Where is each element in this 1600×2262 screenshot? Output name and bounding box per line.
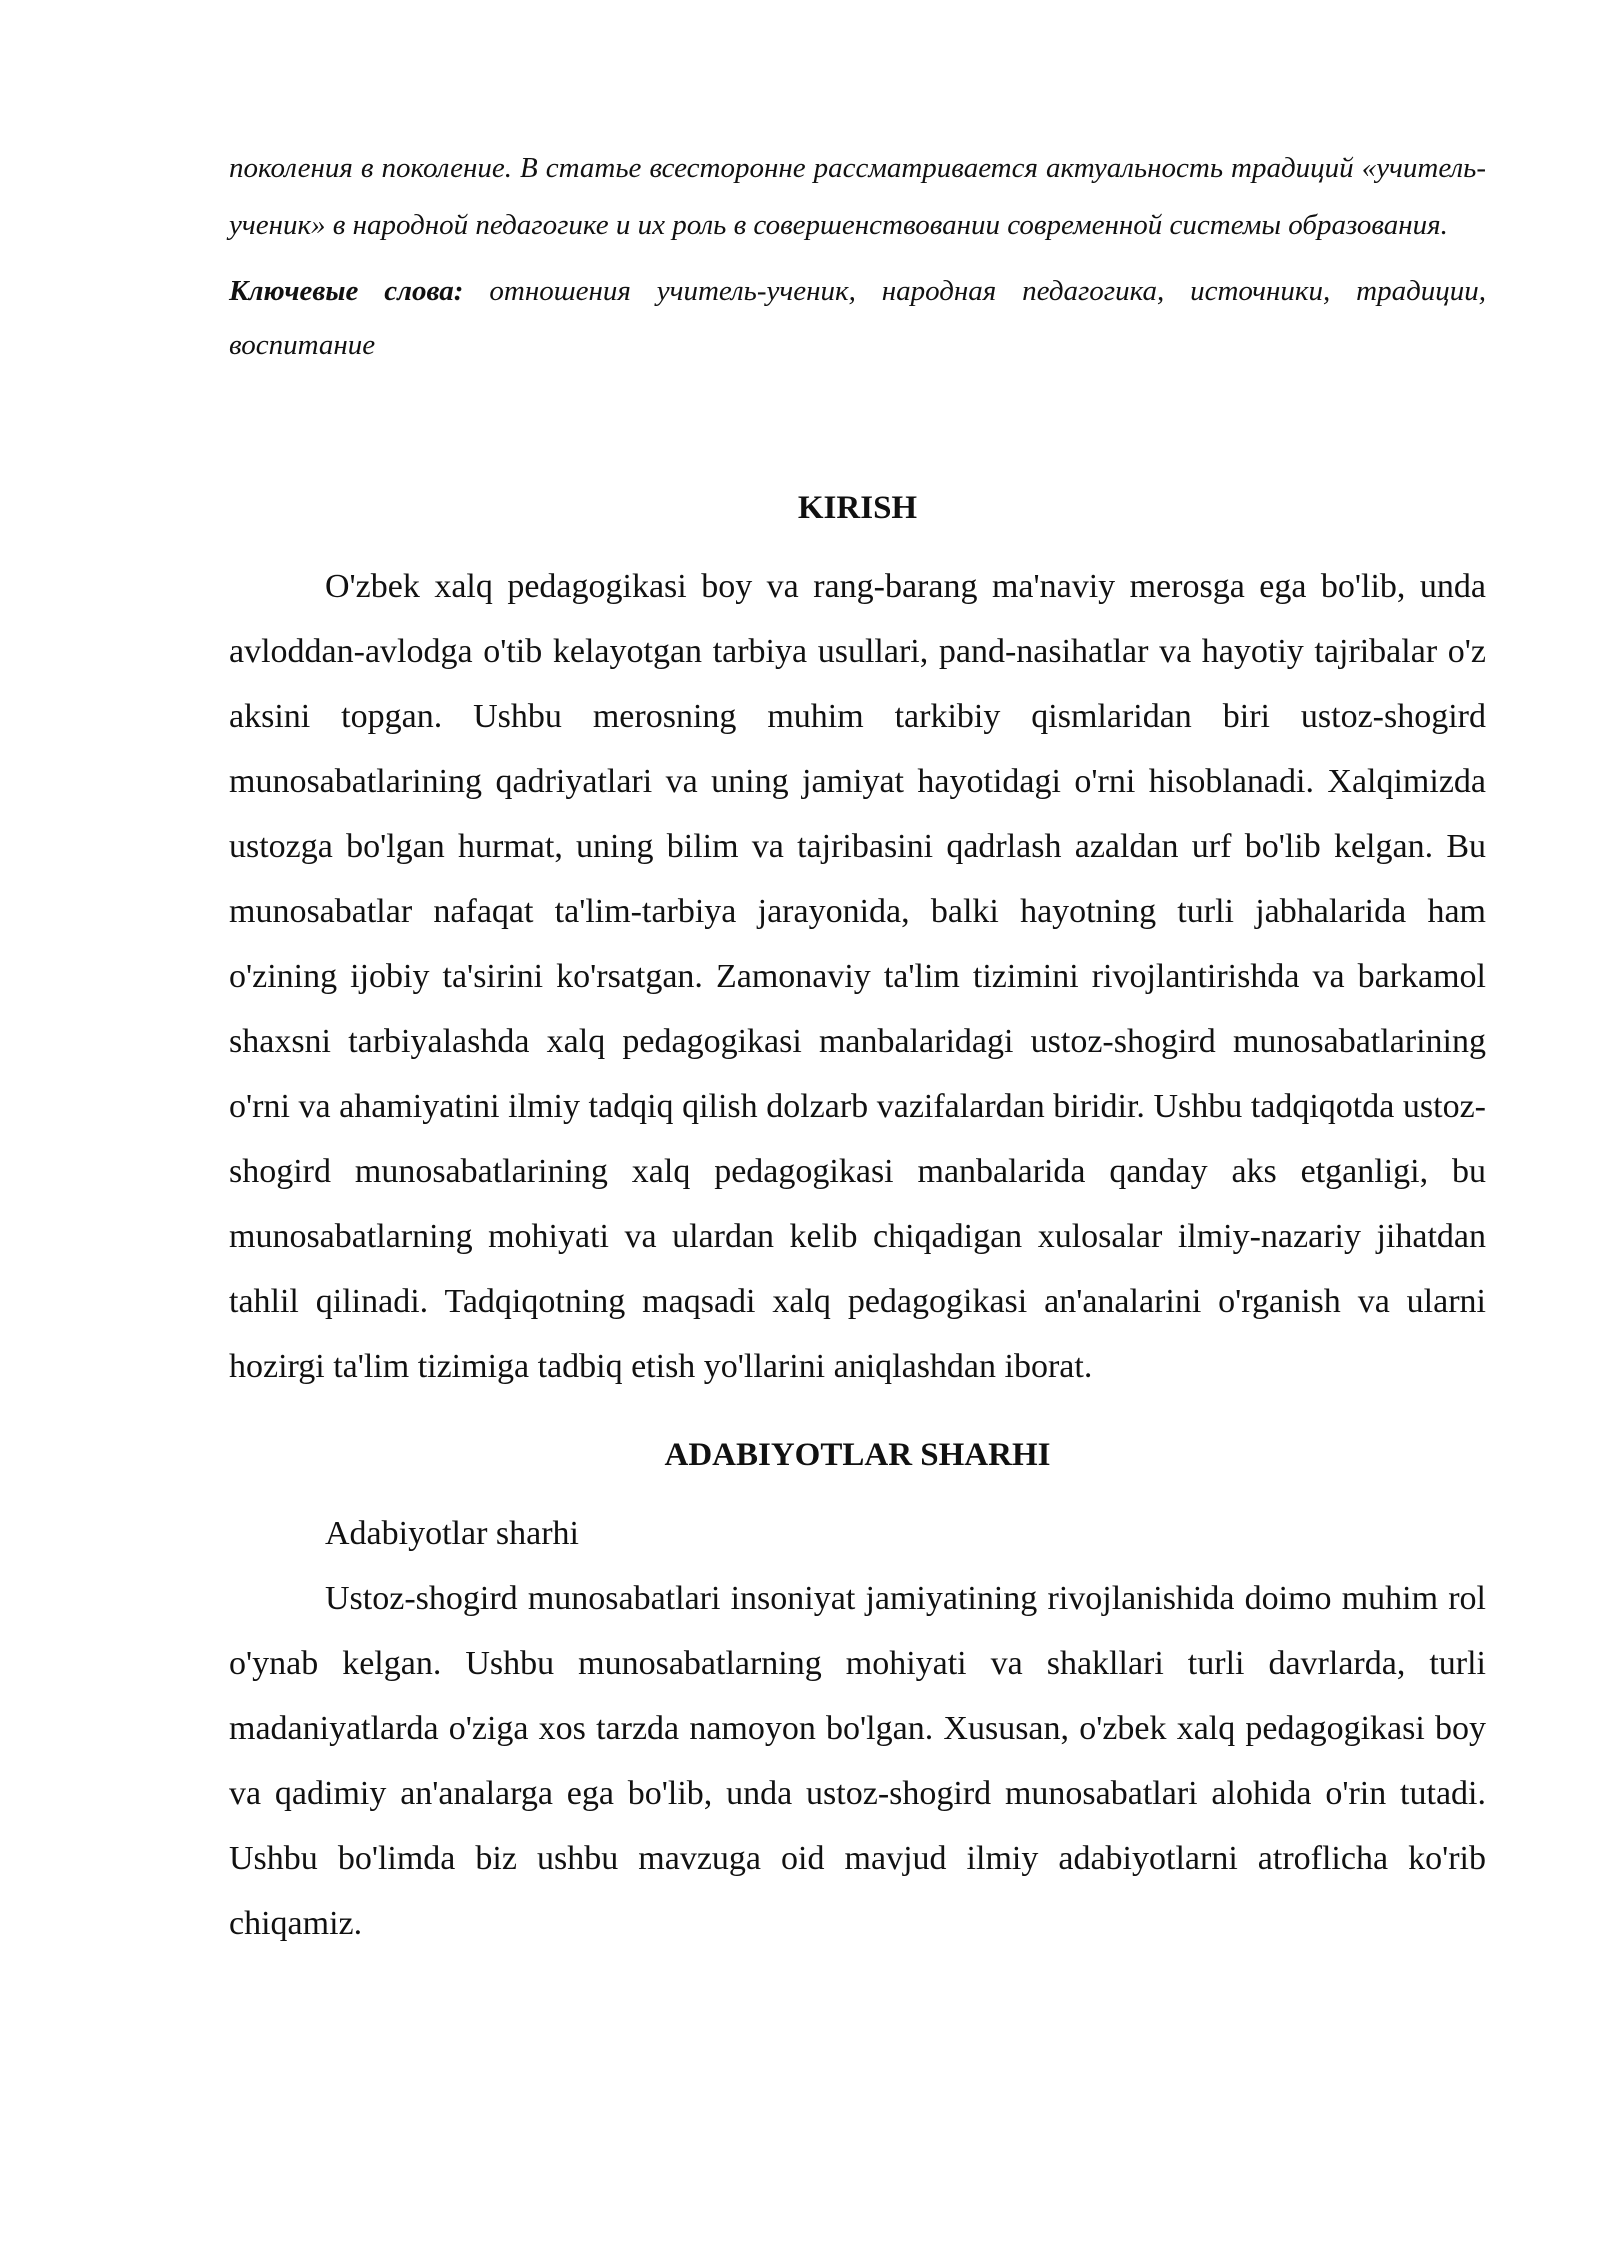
- keywords-text: отношения учитель-ученик, народная педагогика, источники, традиции, воспитание: [229, 275, 1486, 361]
- document-page: [229, 140, 1486, 1956]
- intro-heading: KIRISH: [797, 490, 918, 526]
- abstract-paragraph: поколения в поколение. В статье всесторонне рассматривается актуальность традиций «учитель-ученик» в народной педагогике и их роль в совершенствовании современной системы образования.: [229, 152, 1486, 241]
- keywords-label: Ключевые слова:: [229, 275, 464, 307]
- literature-paragraph: Ustoz-shogird munosabatlari insoniyat jamiyatining rivojlanishida doimo muhim rol o'ynab kelgan. Ushbu munosabatlarning mohiyati va shakllari turli davrlarda, turli madaniyatlarda o'ziga xos tarzda namoyon bo'lgan. Xususan, o'zbek xalq pedagogikasi boy va qadimiy an'analarga ega bo'lib, unda ustoz-shogird munosabatlari alohida o'rin tutadi. Ushbu bo'limda biz ushbu mavzuga oid mavjud ilmiy adabiyotlarni atroflicha ko'rib chiqamiz.: [229, 1580, 1486, 1942]
- literature-subheading: Adabiyotlar sharhi: [325, 1515, 579, 1552]
- literature-heading: ADABIYOTLAR SHARHI: [664, 1437, 1051, 1473]
- intro-paragraph: O'zbek xalq pedagogikasi boy va rang-barang ma'naviy merosga ega bo'lib, unda avloddan-avlodga o'tib kelayotgan tarbiya usullari, pand-nasihatlar va hayotiy tajribalar o'z aksini topgan. Ushbu merosning muhim tarkibiy qismlaridan biri ustoz-shogird munosabatlarining qadriyatlari va uning jamiyat hayotidagi o'rni hisoblanadi. Xalqimizda ustozga bo'lgan hurmat, uning bilim va tajribasini qadrlash azaldan urf bo'lib kelgan. Bu munosabatlar nafaqat ta'lim-tarbiya jarayonida, balki hayotning turli jabhalarida ham o'zining ijobiy ta'sirini ko'rsatgan. Zamonaviy ta'lim tizimini rivojlantirishda va barkamol shaxsni tarbiyalashda xalq pedagogikasi manbalaridagi ustoz-shogird munosabatlarining o'rni va ahamiyatini ilmiy tadqiq qilish dolzarb vazifalardan biridir. Ushbu tadqiqotda ustoz-shogird munosabatlarining xalq pedagogikasi manbalarida qanday aks etganligi, bu munosabatlarning mohiyati va ulardan kelib chiqadigan xulosalar ilmiy-nazariy jihatdan tahlil qilinadi. Tadqiqotning maqsadi xalq pedagogikasi an'analarini o'rganish va ularni hozirgi ta'lim tizimiga tadbiq etish yo'llarini aniqlashdan iborat.: [229, 568, 1486, 1385]
- keywords-paragraph: [229, 264, 1486, 372]
